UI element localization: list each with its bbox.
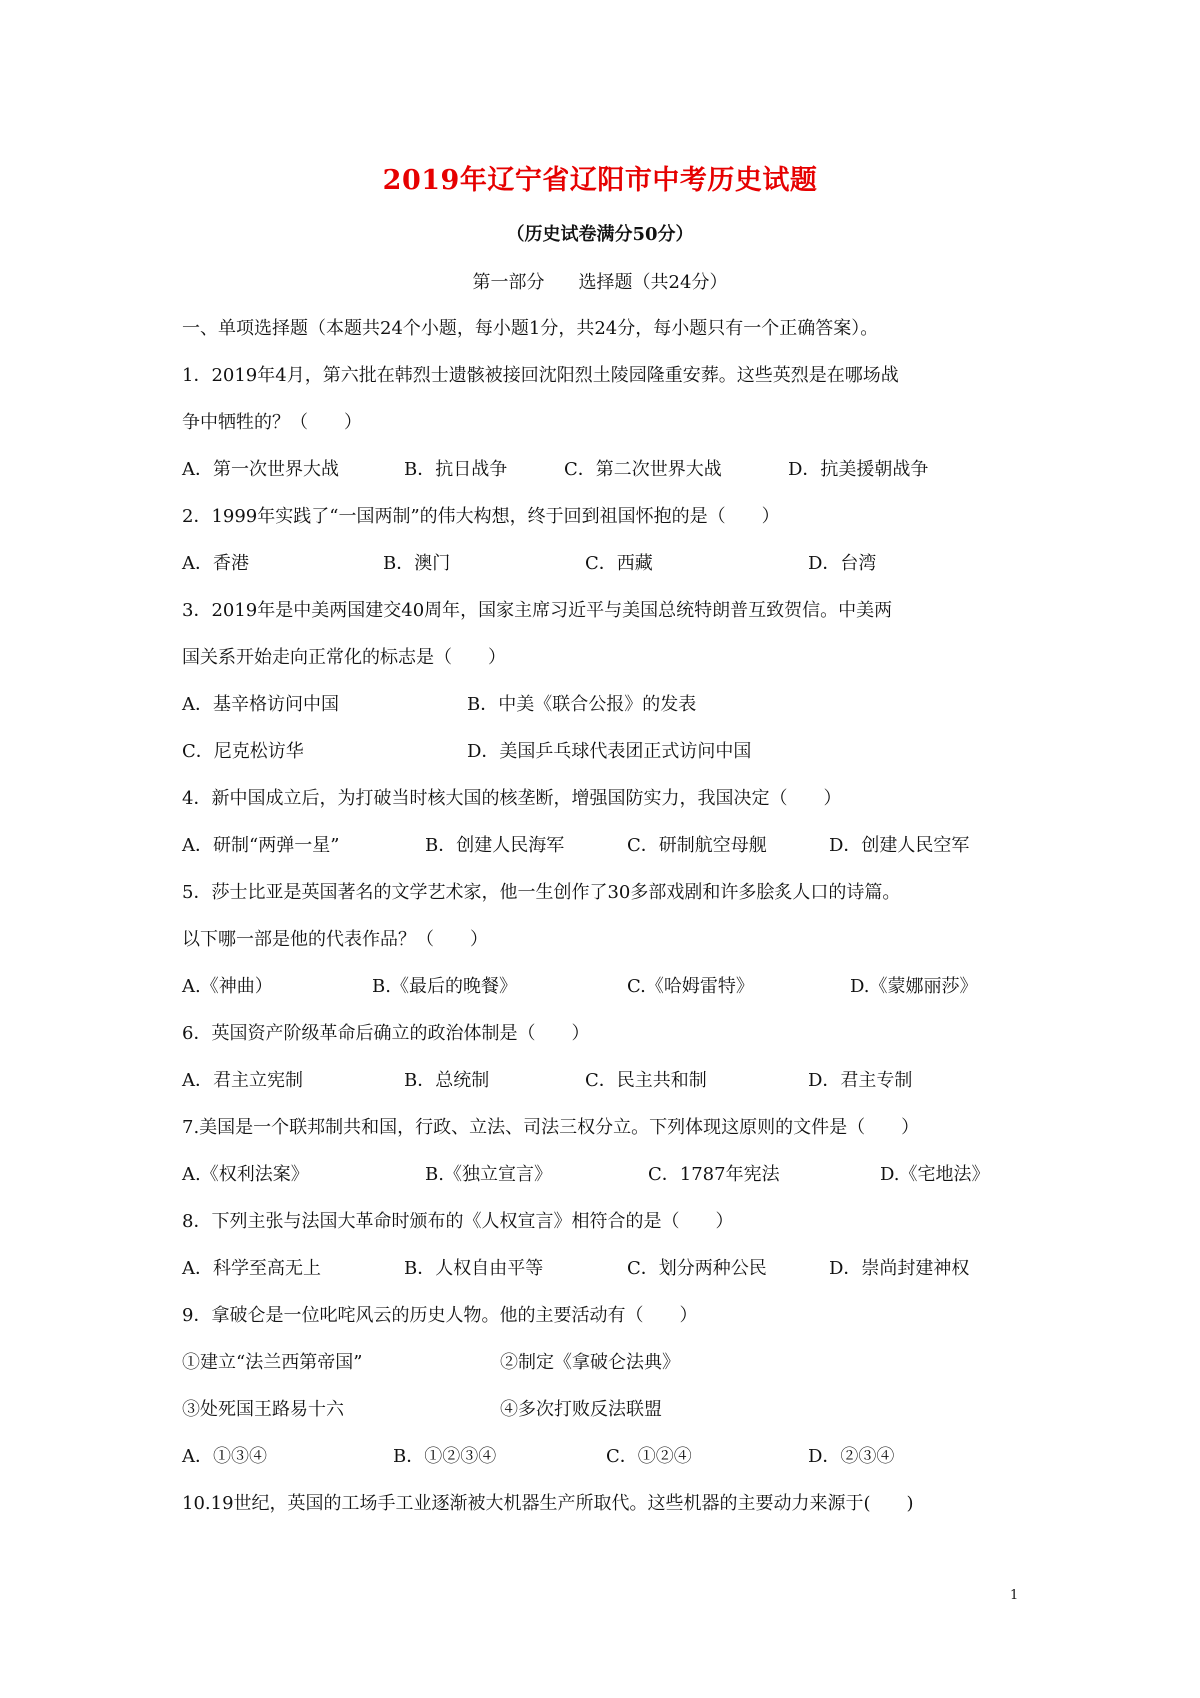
question-6-line-1: 6．英国资产阶级革命后确立的政治体制是（ ） bbox=[182, 1023, 590, 1044]
question-10-line-1: 10.19世纪，英国的工场手工业逐渐被大机器生产所取代。这些机器的主要动力来源于( ) bbox=[182, 1493, 914, 1514]
question-7-option-c: C．1787年宪法 bbox=[648, 1164, 780, 1185]
exam-subtitle: （历史试卷满分50分） bbox=[506, 224, 694, 245]
question-1-line-1: 1．2019年4月，第六批在韩烈士遗骸被接回沈阳烈土陵园隆重安葬。这些英烈是在哪场战 bbox=[182, 365, 899, 386]
question-9-item-1: ①建立“法兰西第帝国” bbox=[182, 1352, 363, 1373]
question-8-option-a: A．科学至高无上 bbox=[182, 1258, 321, 1279]
question-9-option-c: C．①②④ bbox=[606, 1446, 692, 1467]
question-5-line-1: 5．莎士比亚是英国著名的文学艺术家，他一生创作了30多部戏剧和许多脍炙人口的诗篇。 bbox=[182, 882, 901, 903]
question-9-option-a: A．①③④ bbox=[182, 1446, 267, 1467]
question-7-option-a: A.《权利法案》 bbox=[182, 1164, 309, 1185]
part-label: 第一部分 bbox=[472, 272, 545, 293]
part-heading bbox=[0, 268, 1200, 294]
question-7-option-d: D.《宅地法》 bbox=[880, 1164, 990, 1185]
part-description: 选择题（共24分） bbox=[578, 272, 728, 293]
question-1-line-2: 争中牺牲的？（ ） bbox=[182, 412, 362, 433]
question-3-option-c: C．尼克松访华 bbox=[182, 741, 304, 762]
question-5-line-2: 以下哪一部是他的代表作品？（ ） bbox=[182, 929, 488, 950]
question-5-option-c: C.《哈姆雷特》 bbox=[627, 976, 754, 997]
question-3-line-2: 国关系开始走向正常化的标志是（ ） bbox=[182, 647, 506, 668]
question-9-item-4: ④多次打败反法联盟 bbox=[500, 1399, 662, 1420]
question-7-option-b: B.《独立宣言》 bbox=[425, 1164, 552, 1185]
question-2-line-1: 2．1999年实践了“一国两制”的伟大构想，终于回到祖国怀抱的是（ ） bbox=[182, 506, 780, 527]
exam-title: 2019年辽宁省辽阳市中考历史试题 bbox=[382, 165, 818, 196]
question-1-option-d: D．抗美援朝战争 bbox=[788, 459, 929, 480]
question-5-option-b: B.《最后的晚餐》 bbox=[372, 976, 517, 997]
question-2-option-c: C．西藏 bbox=[585, 553, 653, 574]
question-5-option-d: D.《蒙娜丽莎》 bbox=[850, 976, 978, 997]
page-number: 1 bbox=[1010, 1588, 1019, 1603]
question-4-option-a: A．研制“两弹一星” bbox=[182, 835, 340, 856]
question-6-option-a: A．君主立宪制 bbox=[182, 1070, 303, 1091]
question-1-option-c: C．第二次世界大战 bbox=[564, 459, 722, 480]
question-8-line-1: 8．下列主张与法国大革命时颁布的《人权宣言》相符合的是（ ） bbox=[182, 1211, 734, 1232]
question-2-option-b: B．澳门 bbox=[383, 553, 451, 574]
question-2-option-d: D．台湾 bbox=[808, 553, 877, 574]
question-4-option-c: C．研制航空母舰 bbox=[627, 835, 767, 856]
question-9-item-2: ②制定《拿破仑法典》 bbox=[500, 1352, 680, 1373]
section-heading: 一、单项选择题（本题共24个小题，每小题1分，共24分，每小题只有一个正确答案）。 bbox=[182, 318, 879, 339]
question-8-option-c: C．划分两种公民 bbox=[627, 1258, 767, 1279]
question-7-line-1: 7.美国是一个联邦制共和国，行政、立法、司法三权分立。下列体现这原则的文件是（ ） bbox=[182, 1117, 920, 1138]
question-1-option-b: B．抗日战争 bbox=[404, 459, 508, 480]
question-9-item-3: ③处死国王路易十六 bbox=[182, 1399, 344, 1420]
question-2-option-a: A．香港 bbox=[182, 553, 249, 574]
question-4-option-d: D．创建人民空军 bbox=[829, 835, 970, 856]
question-3-option-d: D．美国乒乓球代表团正式访问中国 bbox=[467, 741, 752, 762]
question-4-option-b: B．创建人民海军 bbox=[425, 835, 565, 856]
question-5-option-a: A.《神曲） bbox=[182, 976, 273, 997]
question-6-option-c: C．民主共和制 bbox=[585, 1070, 707, 1091]
question-6-option-d: D．君主专制 bbox=[808, 1070, 913, 1091]
question-3-option-b: B．中美《联合公报》的发表 bbox=[467, 694, 697, 715]
question-4-line-1: 4．新中国成立后，为打破当时核大国的核垄断，增强国防实力，我国决定（ ） bbox=[182, 788, 842, 809]
question-1-option-a: A．第一次世界大战 bbox=[182, 459, 339, 480]
question-3-option-a: A．基辛格访问中国 bbox=[182, 694, 339, 715]
question-3-line-1: 3．2019年是中美两国建交40周年，国家主席习近平与美国总统特朗普互致贺信。中美两 bbox=[182, 600, 893, 621]
question-8-option-d: D．崇尚封建神权 bbox=[829, 1258, 970, 1279]
question-9-line-1: 9．拿破仑是一位叱咤风云的历史人物。他的主要活动有（ ） bbox=[182, 1305, 698, 1326]
question-9-option-b: B．①②③④ bbox=[393, 1446, 497, 1467]
question-6-option-b: B．总统制 bbox=[404, 1070, 490, 1091]
question-8-option-b: B．人权自由平等 bbox=[404, 1258, 544, 1279]
question-9-option-d: D．②③④ bbox=[808, 1446, 895, 1467]
